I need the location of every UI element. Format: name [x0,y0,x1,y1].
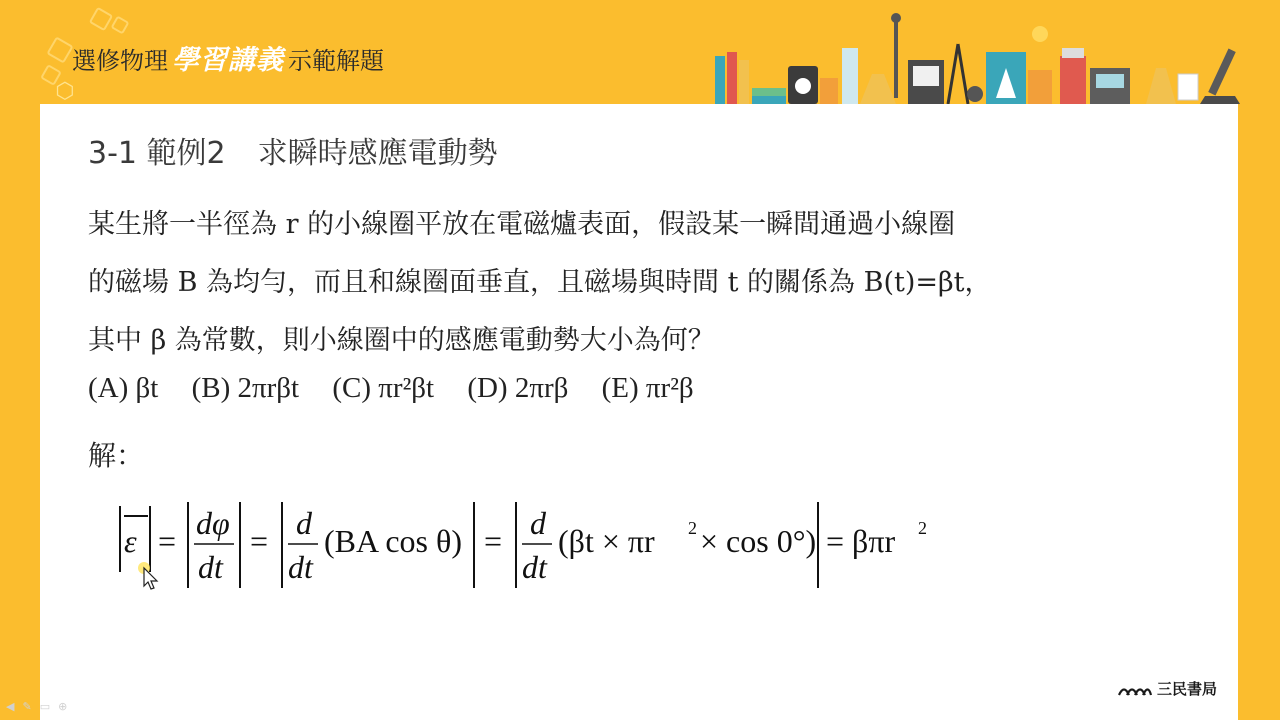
example-title [88,128,498,172]
hexagon-decoration [46,36,73,63]
edit-icon[interactable]: ✎ [22,700,32,713]
emf-symbol: ε [124,523,137,559]
choice-d: (D) 2πrβ [467,372,569,404]
book-icon [752,88,786,96]
publisher-name: 三民書局 [1157,680,1218,698]
d-numerator: d [530,505,546,541]
previous-icon[interactable]: ◀ [6,700,15,713]
d-numerator: d [296,505,312,541]
term-cos-zero: × cos 0°) [700,523,817,559]
test-tube-icon [842,48,858,104]
slide [40,104,1238,720]
microscope-icon [1200,96,1240,104]
solution-equation [110,494,1010,604]
term-beta-t-pi-r: (βt × πr [558,523,655,559]
lab-stand-icon [894,18,898,98]
answer-choices [88,372,720,405]
brand-title [72,38,384,78]
mouse-cursor-icon [138,562,160,590]
problem-line: 的磁場 B 為均勻，而且和線圈面垂直，且磁場與時間 t 的關係為 B(t)=βt， [88,267,992,298]
brand-title-accent: 學習講義 [172,45,284,76]
hexagon-icon: ⬡ [55,78,75,104]
book-icon [715,56,725,104]
hexagon-decoration [89,7,114,32]
svg-text:=: = [250,523,269,559]
light-bulb-icon [1032,26,1048,42]
choice-c: (C) πr²βt [332,372,435,404]
book-icon [727,52,737,104]
lab-equipment-illustration [710,8,1255,108]
solution-label: 解： [88,439,145,472]
brand-title-prefix: 選修物理 [72,47,168,75]
problem-line: 其中 β 為常數，則小線圈中的感應電動勢大小為何？ [88,325,715,356]
dt-denominator: dt [522,549,547,585]
camera-lens-icon [795,78,811,94]
choice-a: (A) βt [88,372,159,404]
flask-icon [860,74,896,104]
zoom-icon[interactable]: ⊕ [58,700,68,713]
choice-b: (B) 2πrβt [191,372,300,404]
paper-icon [1178,74,1198,100]
publisher-mark-icon [1117,682,1153,696]
problem-line: 某生將一半徑為 r 的小線圈平放在電磁爐表面，假設某一瞬間通過小線圈 [88,209,956,240]
term-ba-cos-theta: (BA cos θ) [324,523,462,559]
player-controls [6,700,67,713]
bottle-icon [1028,70,1052,104]
slides-icon[interactable]: ▭ [39,700,51,713]
dt-denominator: dt [288,549,313,585]
gear-icon [967,86,983,102]
dt-denominator: dt [198,549,223,585]
choice-e: (E) πr²β [601,372,694,404]
svg-text:=: = [158,523,177,559]
brand-title-suffix: 示範解題 [288,47,384,75]
book-icon [752,96,786,104]
hexagon-decoration [110,15,129,34]
dphi-numerator: dφ [196,505,230,541]
example-number: 3-1 範例2 [88,136,226,171]
bottle-icon [1060,56,1086,104]
exponent: 2 [688,518,697,538]
svg-text:=: = [484,523,503,559]
result-beta-pi-r: = βπr [826,523,896,559]
flask-icon [1146,68,1176,104]
publisher-logo [1117,678,1217,699]
compass-icon [948,44,968,104]
problem-statement [88,196,1168,370]
beaker-icon [820,78,838,104]
result-exponent: 2 [918,518,927,538]
example-topic: 求瞬時感應電動勢 [257,136,498,171]
book-icon [739,60,749,104]
